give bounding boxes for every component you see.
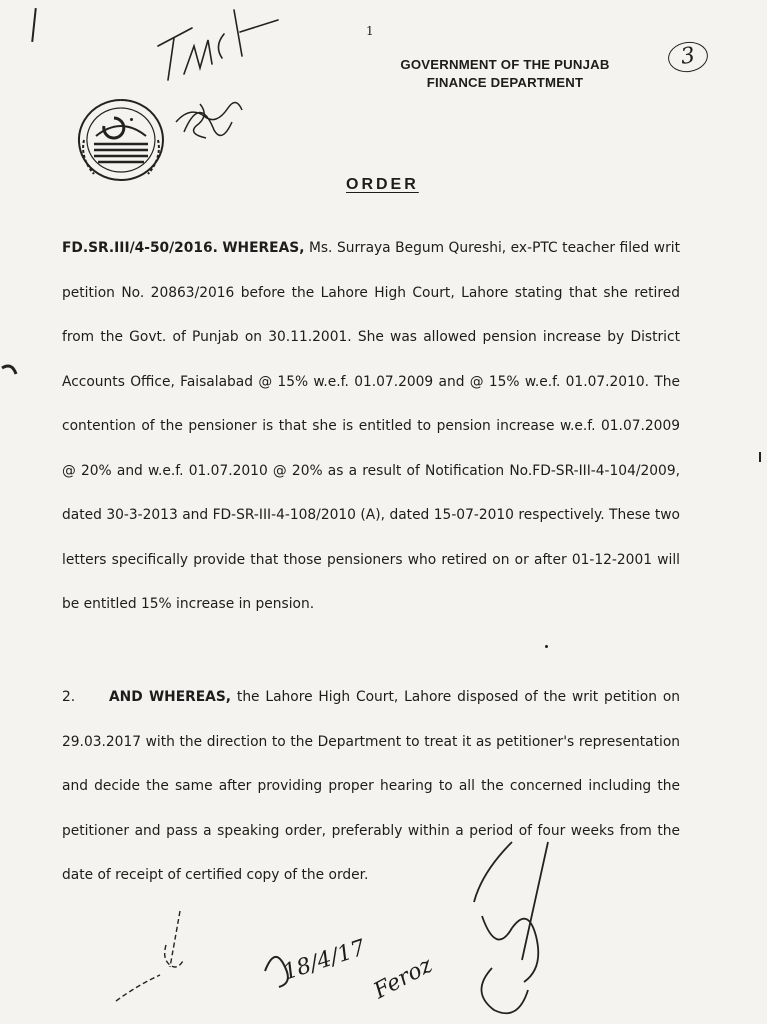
letterhead-department: FINANCE DEPARTMENT (426, 75, 584, 90)
handwritten-page-annotation: 3 (666, 39, 710, 74)
paragraph-2-lead: AND WHEREAS, (109, 689, 232, 705)
scan-speck (31, 8, 37, 42)
paragraph-2-number: 2. (62, 689, 76, 705)
scan-speck (545, 645, 548, 648)
paragraph-1-text: Ms. Surraya Begum Qureshi, ex-PTC teacher filed writ petition No. 20863/2016 before the Lahore High Court, Lahore stating that she retired from the Govt. of Punjab on 30.11.2001. She was allowed pension increase by District Accounts Office, Faisalabad @ 15% w.e.f. 01.07.2009 and @ 15% w.e.f. 01.07.2010. The contention of the pensioner is that she is entitled to pension increase w.e.f. 01.07.2009 @ 20% and w.e.f. 01.07.2010 @ 20% as a result of Notification No.FD-SR-III-4-104/2009, dated 30-3-2013 and FD-SR-III-4-108/2010 (A), dated 15-07-2010 respectively. These two letters specifically provide that those pensioners who retired on or after 01-12-2001 will be entitled 15% increase in pension. (62, 240, 680, 612)
handwritten-date: 18/4/17 (280, 935, 369, 986)
paragraph-1-lead: WHEREAS, (222, 240, 305, 256)
document-title: ORDER (346, 176, 419, 193)
punjab-emblem-logo (74, 96, 168, 186)
handwritten-name: Feroz (369, 952, 437, 1005)
order-reference-number: FD.SR.III/4-50/2016. (62, 240, 218, 256)
order-paragraph-1 (62, 226, 680, 627)
letterhead (385, 56, 625, 92)
letterhead-government: GOVERNMENT OF THE PUNJAB (400, 57, 610, 72)
scan-speck (759, 452, 761, 462)
order-paragraph-2 (62, 675, 680, 898)
margin-mark (0, 360, 20, 390)
handwritten-initials (150, 6, 290, 96)
handwritten-signature-left (108, 905, 228, 1015)
page-number: 1 (366, 24, 374, 38)
handwritten-scribble-signature (170, 86, 250, 146)
paragraph-2-text: the Lahore High Court, Lahore disposed of the writ petition on 29.03.2017 with the direction to the Department to treat it as petitioner's representation and decide the same after providing proper hearing to all the concerned including the petitioner and pass a speaking order, preferably within a period of four weeks from the date of receipt of certified copy of the order. (62, 689, 681, 883)
